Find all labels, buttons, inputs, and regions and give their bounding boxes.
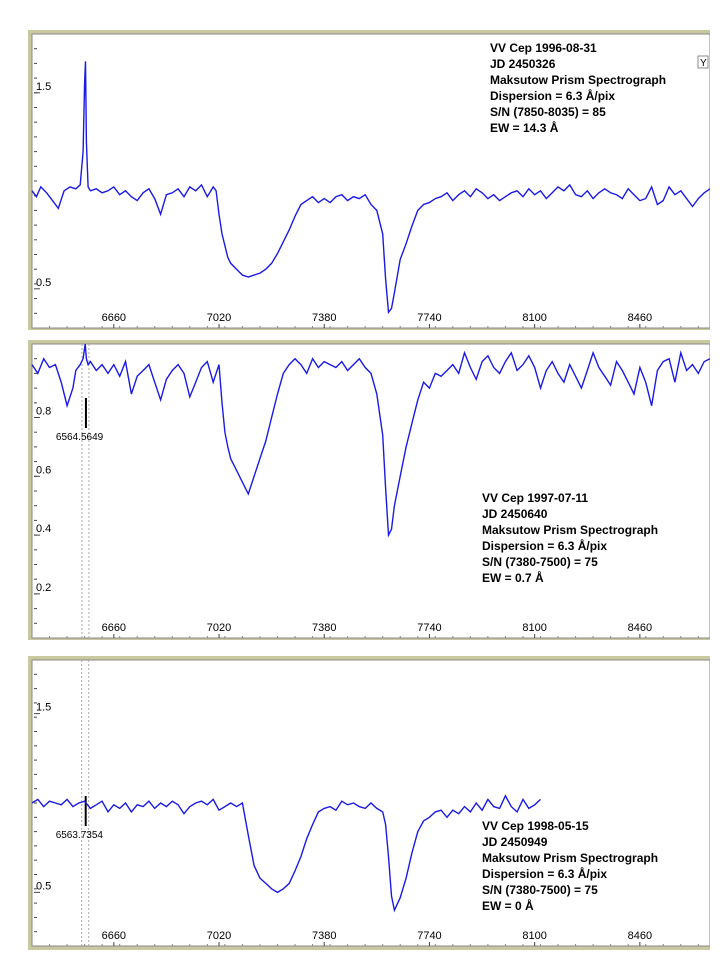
- info-line: VV Cep 1998-05-15: [482, 819, 589, 833]
- x-tick-label: 8460: [627, 622, 653, 634]
- x-tick-label: 6660: [101, 930, 127, 942]
- info-line: VV Cep 1996-08-31: [490, 41, 597, 55]
- corner-label: Y: [700, 58, 707, 69]
- y-tick-label: 0.4: [36, 523, 52, 536]
- x-tick-label: 6660: [101, 622, 127, 634]
- clipped-toolbar-strip: [32, 648, 592, 654]
- y-tick-label: 1.5: [36, 80, 52, 93]
- marker-label: 6563.7354: [55, 830, 103, 841]
- x-tick-label: 8460: [627, 312, 653, 324]
- x-tick-label: 6660: [101, 312, 127, 324]
- y-tick-label: 0.5: [36, 880, 52, 893]
- info-line: Maksutow Prism Spectrograph: [482, 851, 659, 865]
- x-tick-label: 7380: [311, 312, 337, 324]
- info-line: Dispersion = 6.3 Å/pix: [482, 539, 608, 553]
- x-tick-label: 7020: [206, 312, 232, 324]
- info-line: Dispersion = 6.3 Å/pix: [490, 89, 616, 103]
- spectrum-chart-1: [28, 30, 710, 330]
- spectrum-panel-3: [28, 656, 710, 950]
- info-line: VV Cep 1997-07-11: [482, 491, 589, 505]
- info-line: JD 2450949: [482, 835, 548, 849]
- info-line: EW = 0 Å: [482, 899, 534, 913]
- x-tick-label: 7020: [206, 622, 232, 634]
- y-tick-label: 0.2: [36, 581, 52, 594]
- spectrum-panel-1: [28, 30, 710, 330]
- x-tick-label: 7740: [417, 930, 442, 942]
- y-tick-label: 0.8: [36, 405, 52, 418]
- y-tick-label: 0.5: [36, 276, 52, 289]
- x-tick-label: 7740: [417, 312, 442, 324]
- x-tick-label: 8100: [522, 312, 547, 324]
- x-tick-label: 8460: [627, 930, 653, 942]
- info-line: Dispersion = 6.3 Å/pix: [482, 867, 608, 881]
- info-line: EW = 0.7 Å: [482, 571, 544, 585]
- x-tick-label: 8100: [522, 930, 547, 942]
- info-line: S/N (7850-8035) = 85: [490, 105, 606, 119]
- y-tick-label: 0.6: [36, 464, 52, 477]
- info-line: S/N (7380-7500) = 75: [482, 555, 598, 569]
- x-tick-label: 7740: [417, 622, 442, 634]
- info-line: Maksutow Prism Spectrograph: [482, 523, 659, 537]
- info-line: S/N (7380-7500) = 75: [482, 883, 598, 897]
- info-line: JD 2450640: [482, 507, 548, 521]
- info-line: JD 2450326: [490, 57, 556, 71]
- x-tick-label: 8100: [522, 622, 547, 634]
- info-line: EW = 14.3 Å: [490, 121, 559, 135]
- spectrum-chart-2: [28, 340, 710, 640]
- x-tick-label: 7020: [206, 930, 232, 942]
- spectrum-chart-3: [28, 656, 710, 950]
- info-line: Maksutow Prism Spectrograph: [490, 73, 667, 87]
- spectrum-panel-2: [28, 340, 710, 640]
- x-tick-label: 7380: [311, 930, 337, 942]
- y-tick-label: 1.5: [36, 701, 52, 714]
- marker-label: 6564.5649: [55, 432, 104, 443]
- x-tick-label: 7380: [311, 622, 337, 634]
